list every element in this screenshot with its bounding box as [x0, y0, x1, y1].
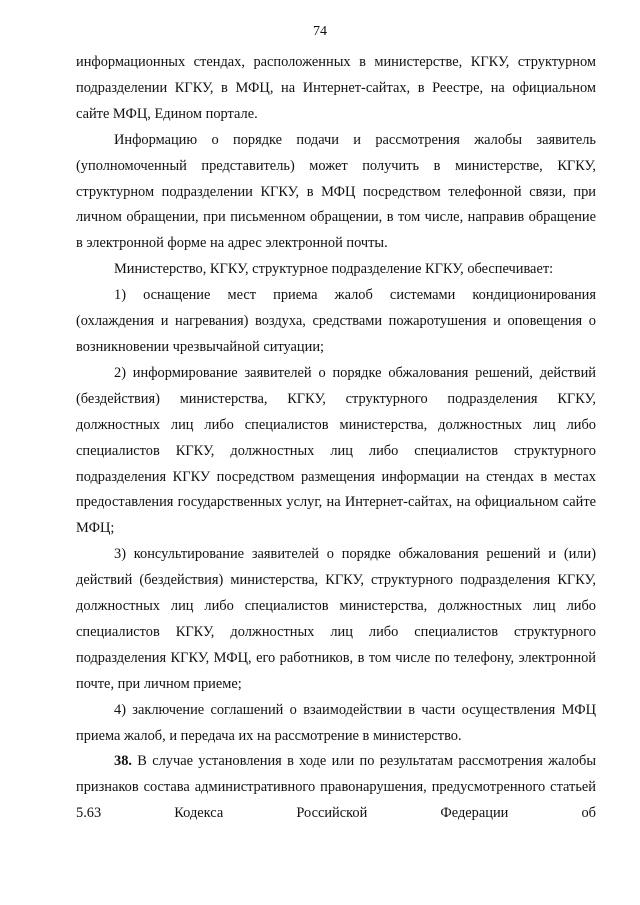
document-body: [76, 50, 596, 827]
list-item-1: 1) оснащение мест приема жалоб системами кондиционирования (охлаждения и нагревания) воздуха, средствами пожаротушения и оповещения о возникновении чрезвычайной ситуации;: [76, 287, 596, 355]
section-38-paragraph: [76, 749, 596, 827]
list-item-4: 4) заключение соглашений о взаимодействии в части осуществления МФЦ приема жалоб, и передача их на рассмотрение в министерство.: [76, 701, 596, 744]
section-38-text: В случае установления в ходе или по результатам рассмотрения жалобы признаков состава административного правонарушения, предусмотренного статьей 5.63 Кодекса Российской Федерации об: [76, 753, 596, 822]
list-item-3: 3) консультирование заявителей о порядке обжалования решений и (или) действий (бездействия) министерства, КГКУ, структурного подразделения КГКУ, должностных лиц либо специалистов министерства, должностных лиц либо специалистов КГКУ, должностных лиц либо специалистов структурного подразделения КГКУ, МФЦ, его работников, в том числе по телефону, электронной почте, при личном приеме;: [76, 546, 596, 692]
list-item-2: 2) информирование заявителей о порядке обжалования решений, действий (бездействия) министерства, КГКУ, структурного подразделения КГКУ, должностных лиц либо специалистов министерства, должностных лиц либо специалистов КГКУ, должностных лиц либо специалистов структурного подразделения КГКУ посредством размещения информации на стендах в местах предоставления государственных услуг, на Интернет-сайтах, на официальном сайте МФЦ;: [76, 364, 596, 537]
page-number: 74: [313, 24, 327, 39]
paragraph-continuation: информационных стендах, расположенных в министерстве, КГКУ, структурном подразделении КГКУ, в МФЦ, на Интернет-сайтах, в Реестре, на официальном сайте МФЦ, Едином портале.: [76, 54, 596, 122]
paragraph-ministry-provides: Министерство, КГКУ, структурное подразделение КГКУ, обеспечивает:: [114, 261, 554, 278]
paragraph-complaint-info: Информацию о порядке подачи и рассмотрения жалобы заявитель (уполномоченный представитель) может получить в министерстве, КГКУ, структурном подразделении КГКУ, в МФЦ посредством телефонной связи, при личном обращении, при письменном обращении, в том числе, направив обращение в электронной форме на адрес электронной почты.: [76, 131, 596, 252]
section-38-number: 38.: [114, 753, 132, 770]
